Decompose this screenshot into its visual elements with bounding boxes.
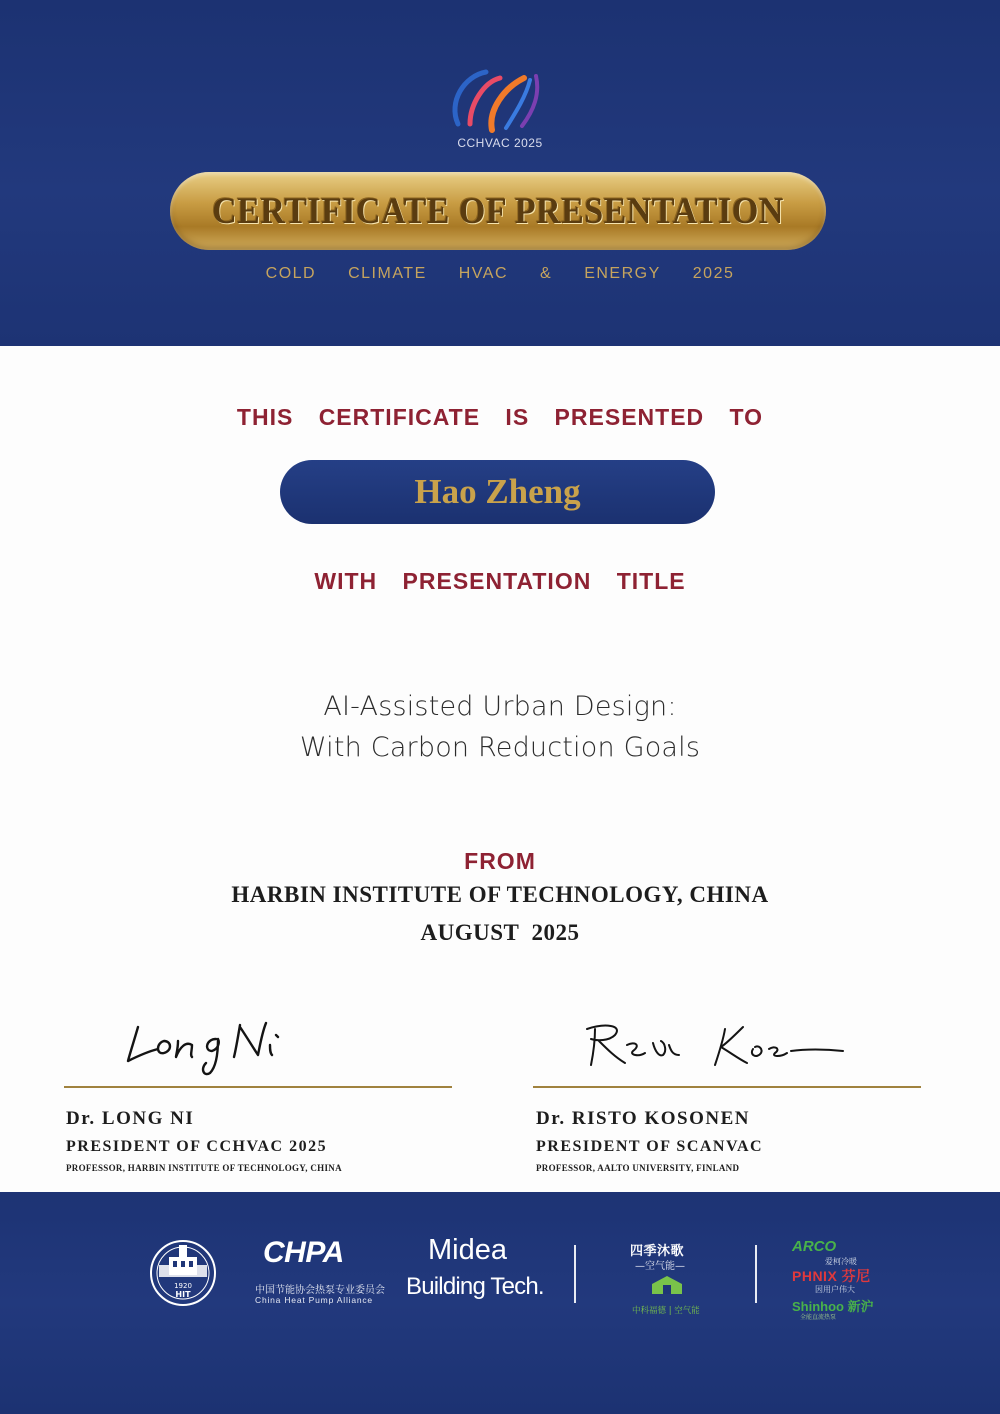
phnix-logo: PHNIX 芬尼 <box>792 1268 871 1284</box>
cchvac-logo-icon <box>430 66 570 136</box>
arco-logo: ARCO <box>792 1238 837 1255</box>
sponsor-divider <box>755 1245 757 1303</box>
signature-left-icon <box>120 1005 300 1085</box>
signature-line-left <box>64 1086 452 1088</box>
institution-name: HARBIN INSTITUTE OF TECHNOLOGY, CHINA <box>231 882 769 907</box>
house-icon <box>650 1274 684 1296</box>
hit-logo-icon <box>143 1235 223 1307</box>
shinhoo-logo: Shinhoo 新沪 <box>792 1299 874 1314</box>
signature-line-right <box>533 1086 921 1088</box>
signer-right-affiliation: PROFESSOR, AALTO UNIVERSITY, FINLAND <box>536 1163 740 1173</box>
subtitle-word: CLIMATE <box>348 265 427 282</box>
recipient-banner <box>280 460 715 524</box>
signer-left-name: Dr. LONG NI <box>66 1108 195 1129</box>
svg-text:1920: 1920 <box>174 1282 192 1290</box>
signer-left-affiliation: PROFESSOR, HARBIN INSTITUTE OF TECHNOLOGY, CHINA <box>66 1163 342 1173</box>
arco-chinese-name: 爱柯冷暖 <box>825 1257 857 1266</box>
presentation-title <box>0 686 1000 768</box>
shinhoo-slogan: 全能直流热泵 <box>800 1314 837 1321</box>
chpa-chinese-name: 中国节能协会热泵专业委员会 <box>255 1285 385 1296</box>
certificate-title: CERTIFICATE OF PRESENTATION <box>212 191 784 232</box>
issue-date: AUGUST 2025 <box>420 920 580 945</box>
subtitle-word: HVAC <box>458 265 509 282</box>
sijimuge-subtitle: —空气能— <box>635 1261 685 1272</box>
header-band <box>0 0 1000 346</box>
signer-left-role: PRESIDENT OF CCHVAC 2025 <box>66 1138 328 1155</box>
svg-text:HIT: HIT <box>175 1290 191 1299</box>
phnix-slogan: 因用户伟大 <box>815 1285 855 1294</box>
subtitle-word: & <box>540 265 553 282</box>
sponsor-divider <box>574 1245 576 1303</box>
midea-subtitle: Building Tech. <box>406 1273 544 1300</box>
presented-to-heading: THIS CERTIFICATE IS PRESENTED TO <box>236 404 764 430</box>
subtitle-word: ENERGY <box>584 265 661 282</box>
chpa-logo: CHPA <box>263 1236 344 1269</box>
chpa-english-name: China Heat Pump Alliance <box>255 1295 373 1305</box>
subtitle-word: COLD <box>265 265 317 282</box>
signature-right-icon <box>575 1015 865 1075</box>
signer-right-name: Dr. RISTO KOSONEN <box>536 1108 750 1129</box>
midea-logo: Midea <box>428 1234 507 1266</box>
sijimuge-logo: 四季沐歌 <box>630 1244 685 1259</box>
with-title-heading: WITH PRESENTATION TITLE <box>314 568 686 594</box>
logo-caption: CCHVAC 2025 <box>457 136 543 150</box>
title-banner <box>170 172 826 250</box>
subtitle-word: 2025 <box>692 265 735 282</box>
conference-subtitle <box>0 265 1000 283</box>
presentation-title-line: With Carbon Reduction Goals <box>299 732 701 763</box>
presentation-title-line: AI-Assisted Urban Design: <box>323 691 677 722</box>
from-heading: FROM <box>464 848 536 874</box>
zkfd-logo: 中科福德 | 空气能 <box>632 1306 700 1316</box>
recipient-name: Hao Zheng <box>414 472 581 511</box>
signer-right-role: PRESIDENT OF SCANVAC <box>536 1138 764 1155</box>
